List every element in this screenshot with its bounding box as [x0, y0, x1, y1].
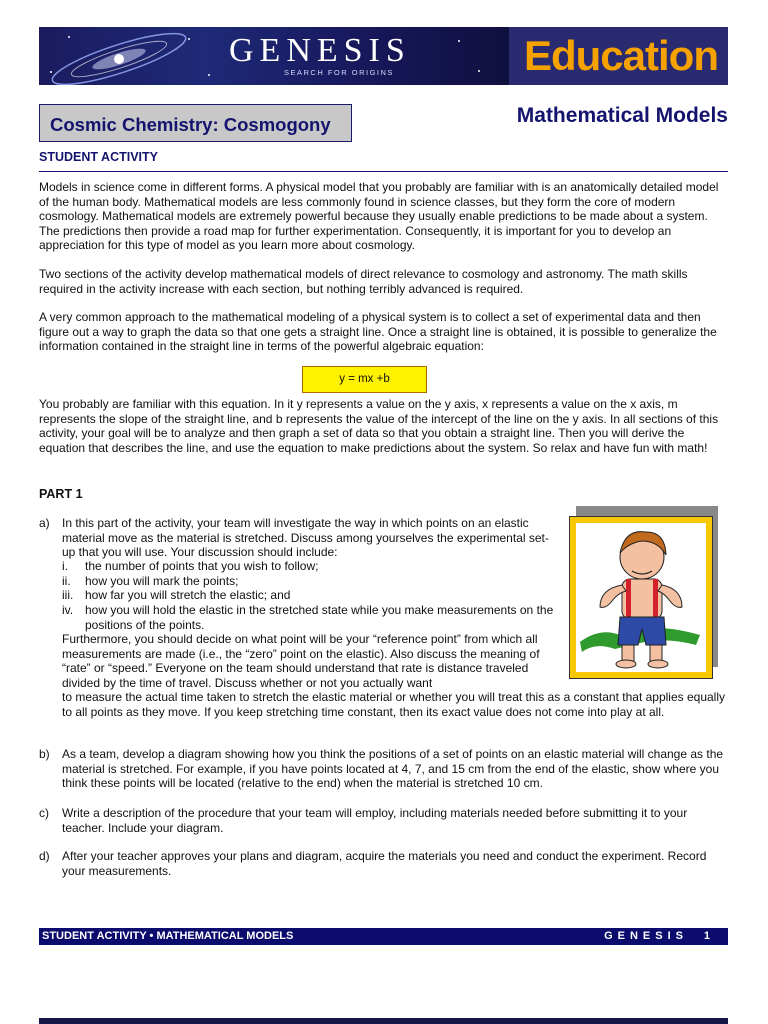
education-panel — [509, 27, 728, 85]
list-item: the number of points that you wish to follow; — [85, 559, 319, 573]
intro-paragraph-4: You probably are familiar with this equation. In it y represents a value on the y axis, x represents a value on the x axis, m represents the slope of the straight line, and b represents the value of the intercept of the line on the y axis. In all sections of this activity, your goal will be to analyze and then graph a set of data so that you obtain a straight line. Then you will derive the equation that describes the line, and use the equation to make predictions about the system. So relax and have fun with math! — [39, 397, 719, 455]
list-item: how you will mark the points; — [85, 574, 239, 588]
genesis-logo: GENESIS — [229, 32, 411, 69]
part-heading: PART 1 — [39, 487, 83, 501]
item-b-text: As a team, develop a diagram showing how you think the positions of a set of points on an elastic material will change as the material is stretched. For example, if you have points located at 4, 7, and 15 cm from the end of the elastic, show where you think these points will be located (relative to the end) when the material is stretched 10 cm. — [62, 747, 724, 790]
item-c-letter: c) — [39, 806, 49, 820]
item-a-followup: Furthermore, you should decide on what point will be your “reference point” from which all measurements are made (i.e., the “zero” point on the elastic). Also discuss the meaning of “rate” or “speed.” Everyone on the team should understand that rate is distance traveled divided by the time of travel. Discuss whether or not you actually want — [62, 632, 540, 690]
list-number: iv. — [62, 603, 74, 617]
list-number: i. — [62, 559, 68, 573]
item-a-intro: In this part of the activity, your team will investigate the way in which points on an elastic material move as the material is stretched. Discuss among yourselves the experimental set-up that you will use. Your discussion should include: — [62, 516, 549, 559]
footer-label: STUDENT ACTIVITY • MATHEMATICAL MODELS — [42, 930, 294, 942]
course-title-box — [39, 104, 352, 142]
equation-box: y = mx +b — [302, 366, 427, 393]
list-number: iii. — [62, 588, 74, 602]
item-b-letter: b) — [39, 747, 50, 761]
genesis-banner — [39, 27, 728, 85]
list-item: how you will hold the elastic in the stretched state while you make measurements on the positions of the points. — [85, 603, 554, 632]
genesis-tagline: SEARCH FOR ORIGINS — [284, 68, 394, 77]
list-item: how far you will stretch the elastic; and — [85, 588, 291, 602]
next-page-banner-edge — [39, 1018, 728, 1024]
list-number: ii. — [62, 574, 71, 588]
item-d-text: After your teacher approves your plans and diagram, acquire the materials you need and conduct the experiment. Record your measurements. — [62, 849, 707, 878]
intro-paragraph-1: Models in science come in different forms. A physical model that you probably are familiar with is an anatomically detailed model of the human body. Mathematical models are less commonly found in science classes, but they form the core of modern cosmology. Mathematical models are extremely powerful because they usually enable predictions to be made about a system. The predictions then provide a road map for further experimentation. Consequently, it is important for you to develop an appreciation for this type of model as you learn more about cosmology. — [39, 180, 719, 252]
item-a-followup-continued: to measure the actual time taken to stretch the elastic material or whether you will treat this as a constant that applies equally to all points as they move. If you keep stretching time constant, then its exact value does not come into play at all. — [62, 690, 726, 719]
item-d-letter: d) — [39, 849, 50, 863]
item-a-letter: a) — [39, 516, 50, 530]
intro-paragraph-3: A very common approach to the mathematical modeling of a physical system is to collect a set of experimental data and then figure out a way to graph the data so that one gets a straight line. Once a straight line is obtained, it is possible to generalize the information contained in the straight line in terms of the powerful algebraic equation: — [39, 310, 717, 353]
education-wordmark: Education — [523, 32, 718, 79]
item-c-text: Write a description of the procedure that your team will employ, including materials needed before submitting it to your teacher. Include your diagram. — [62, 806, 688, 835]
page-footer — [39, 928, 728, 945]
section-label: STUDENT ACTIVITY — [39, 150, 158, 164]
header-divider — [39, 171, 728, 172]
footer-brand: GENESIS — [604, 930, 688, 942]
course-title: Cosmic Chemistry: Cosmogony — [50, 114, 331, 135]
cartoon-boy-illustration — [569, 516, 713, 679]
intro-paragraph-2: Two sections of the activity develop mathematical models of direct relevance to cosmology and astronomy. The math skills required in the activity increase with each section, but nothing terribly advanced is required. — [39, 267, 688, 296]
page-number: 1 — [703, 930, 710, 942]
topic-title: Mathematical Models — [516, 104, 728, 127]
